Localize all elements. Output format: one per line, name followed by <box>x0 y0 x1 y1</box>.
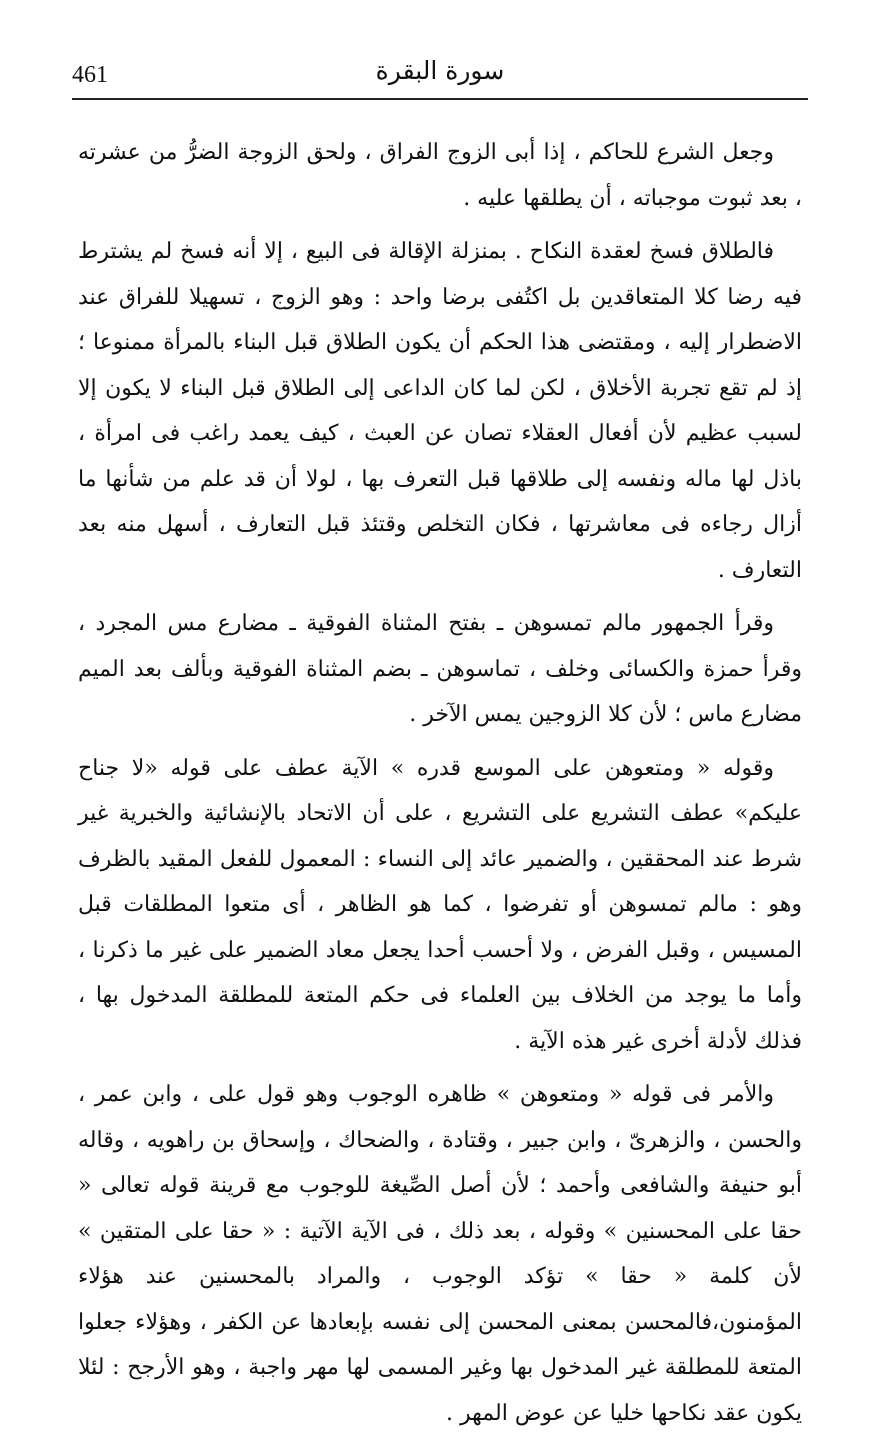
paragraph: وجعل الشرع للحاكم ، إذا أبى الزوج الفراق ، ولحق الزوجة الضرُّ من عشرته ، بعد ثبوت موجباته ، أن يطلقها عليه . <box>78 140 802 211</box>
page-number: 461 <box>72 62 108 88</box>
paragraph: فالطلاق فسخ لعقدة النكاح . بمنزلة الإقالة فى البيع ، إلا أنه فسخ لم يشترط فيه رضا كلا المتعاقدين بل اكتُفى برضا واحد : وهو الزوج ، تسهيلا للفراق عند الاضطرار إليه ، ومقتضى هذا الحكم أن يكون الطلاق قبل البناء بالمرأة ممنوعا ؛ إذ لم تقع تجربة الأخلاق ، لكن لما كان الداعى إلى الطلاق قبل البناء لا يكون إلا لسبب عظيم لأن أفعال العقلاء تصان عن العبث ، كيف يعمد راغب فى امرأة ، باذل لها ماله ونفسه إلى طلاقها قبل التعرف بها ، لولا أن قد علم من شأنها ما أزال رجاءه فى معاشرتها ، فكان التخلص وقتئذ قبل التعارف ، أسهل منه بعد التعارف . <box>78 239 803 583</box>
paragraph: وقوله « ومتعوهن على الموسع قدره » الآية عطف على قوله «لا جناح عليكم» عطف التشريع على التشريع ، على أن الاتحاد بالإنشائية والخبرية غير شرط عند المحققين ، والضمير عائد إلى النساء : المعمول للفعل المقيد بالظرف وهو : مالم تمسوهن أو تفرضوا ، كما هو الظاهر ، أى متعوا المطلقات قبل المسيس ، وقبل الفرض ، ولا أحسب أحدا يجعل معاد الضمير على غير ما ذكرنا ، وأما ما يوجد من الخلاف بين العلماء فى حكم المتعة للمطلقة المدخول بها ، فذلك لأدلة أخرى غير هذه الآية . <box>78 755 802 1054</box>
paragraph: وقرأ الجمهور مالم تمسوهن ـ بفتح المثناة الفوقية ـ مضارع مس المجرد ، وقرأ حمزة والكسائى وخلف ، تماسوهن ـ بضم المثناة الفوقية وبألف بعد الميم مضارع ماس ؛ لأن كلا الزوجين يمس الآخر . <box>78 611 802 727</box>
body-text <box>78 130 802 1444</box>
paragraph: والأمر فى قوله « ومتعوهن » ظاهره الوجوب وهو قول على ، وابن عمر ، والحسن ، والزهرىّ ، وابن جبير ، وقتادة ، والضحاك ، وإسحاق بن راهويه ، وقاله أبو حنيفة والشافعى وأحمد ؛ لأن أصل الصِّيغة للوجوب مع قرينة قوله تعالى « حقا على المحسنين » وقوله ، بعد ذلك ، فى الآية الآتية : « حقا على المتقين » لأن كلمة « حقا » تؤكد الوجوب ، والمراد بالمحسنين عند هؤلاء المؤمنون،فالمحسن بمعنى المحسن إلى نفسه بإبعادها عن الكفر ، وهؤلاء جعلوا المتعة للمطلقة غير المدخول بها وغير المسمى لها مهر واجبة ، وهو الأرجح : لئلا يكون عقد نكاحها خليا عن عوض المهر . <box>78 1082 802 1426</box>
page-header <box>72 52 808 100</box>
surah-title: سورة البقرة <box>375 56 505 85</box>
